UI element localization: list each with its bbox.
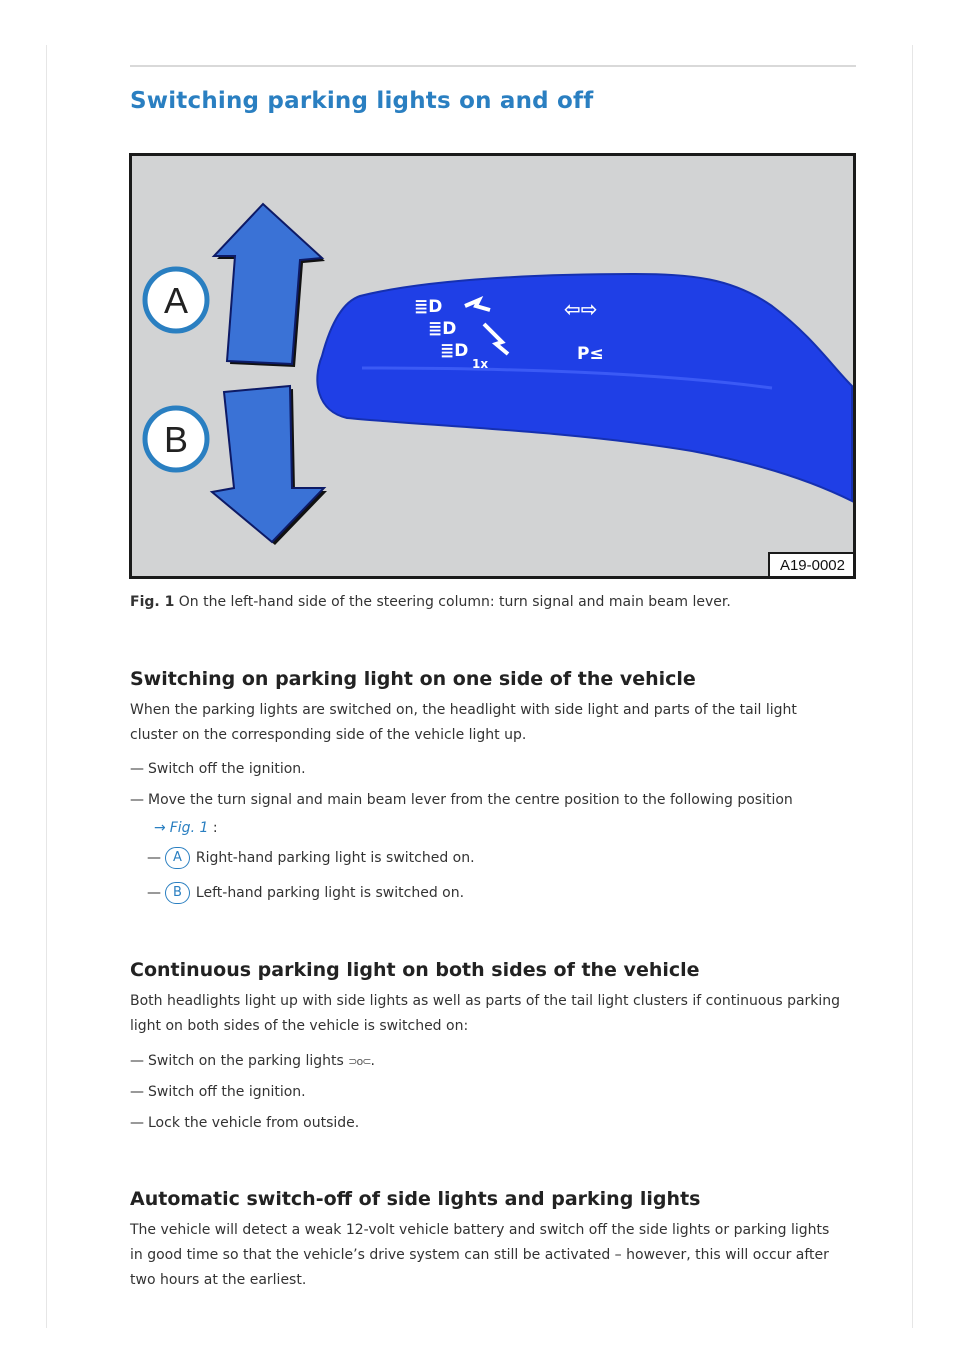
lever-mark-1: ≣D	[414, 297, 443, 317]
section2-step-2-text: Switch off the ignition.	[148, 1084, 306, 1100]
section1-step-1-text: Switch off the ignition.	[148, 761, 306, 777]
figure-label-b: B	[163, 419, 189, 460]
section2-heading: Continuous parking light on both sides of the vehicle	[130, 959, 700, 981]
position-b-badge: B	[165, 882, 190, 904]
section2-step-3-text: Lock the vehicle from outside.	[148, 1115, 360, 1131]
arrow-up-a	[214, 204, 325, 367]
figure-turn-signal-lever	[129, 153, 856, 579]
section1-substep-a: — A Right-hand parking light is switched on.	[147, 846, 475, 871]
section3-heading: Automatic switch-off of side lights and parking lights	[130, 1188, 701, 1210]
figure-code: A19-0002	[768, 552, 853, 576]
section2-step-1-text: Switch on the parking lights	[148, 1053, 344, 1069]
lever-illustration	[132, 156, 853, 576]
lever-mark-6: P≤	[577, 344, 604, 364]
section2-intro: Both headlights light up with side lights as well as parts of the tail light clusters if continuous parking light on both sides of the vehicle is switched on:	[130, 993, 841, 1034]
page-title: Switching parking lights on and off	[130, 88, 594, 114]
figure-caption-text: On the left-hand side of the steering column: turn signal and main beam lever.	[178, 594, 731, 610]
lever-mark-5: ⇦⇨	[564, 297, 598, 321]
section1-step-1: — Switch off the ignition.	[130, 761, 306, 777]
section2-step-1: — Switch on the parking lights ⊃o⊂.	[130, 1053, 375, 1069]
section1-step-2-suffix: :	[212, 820, 218, 836]
section2-step-2: — Switch off the ignition.	[130, 1084, 306, 1100]
section1-step-2-ref-line	[154, 816, 218, 841]
figure-caption	[130, 594, 731, 610]
position-a-badge: A	[165, 847, 190, 869]
arrow-down-b	[212, 386, 327, 545]
section1-substep-b-text: Left-hand parking light is switched on.	[195, 885, 465, 901]
section1-intro: When the parking lights are switched on, the headlight with side light and parts of the tail light cluster on the corresponding side of the vehicle light up.	[130, 702, 797, 743]
section1-heading: Switching on parking light on one side of the vehicle	[130, 668, 696, 690]
section1-substep-b: — B Left-hand parking light is switched on.	[147, 881, 464, 906]
right-margin-rule	[912, 45, 913, 1328]
lever-mark-2: ≣D	[428, 319, 457, 339]
left-margin-rule	[46, 45, 47, 1328]
section1-substep-a-text: Right-hand parking light is switched on.	[195, 850, 475, 866]
figure-reference-link[interactable]: → Fig. 1	[154, 820, 209, 836]
section1-step-2-text: Move the turn signal and main beam lever from the centre position to the following position	[148, 792, 793, 808]
parking-light-icon: ⊃o⊂	[348, 1055, 371, 1068]
figure-caption-number: Fig. 1	[130, 594, 175, 610]
top-divider	[130, 65, 856, 67]
section3-body: The vehicle will detect a weak 12-volt vehicle battery and switch off the side lights or parking lights in good time so that the vehicle’s drive system can still be activated – however, this will occur after two hours at the earliest.	[130, 1222, 830, 1288]
figure-label-a: A	[163, 280, 189, 321]
section1-step-2: — Move the turn signal and main beam lever from the centre position to the following position	[130, 792, 793, 808]
section2-step-3: — Lock the vehicle from outside.	[130, 1115, 360, 1131]
lever-mark-4: 1x	[472, 357, 489, 371]
lever-mark-3: ≣D	[440, 341, 469, 361]
